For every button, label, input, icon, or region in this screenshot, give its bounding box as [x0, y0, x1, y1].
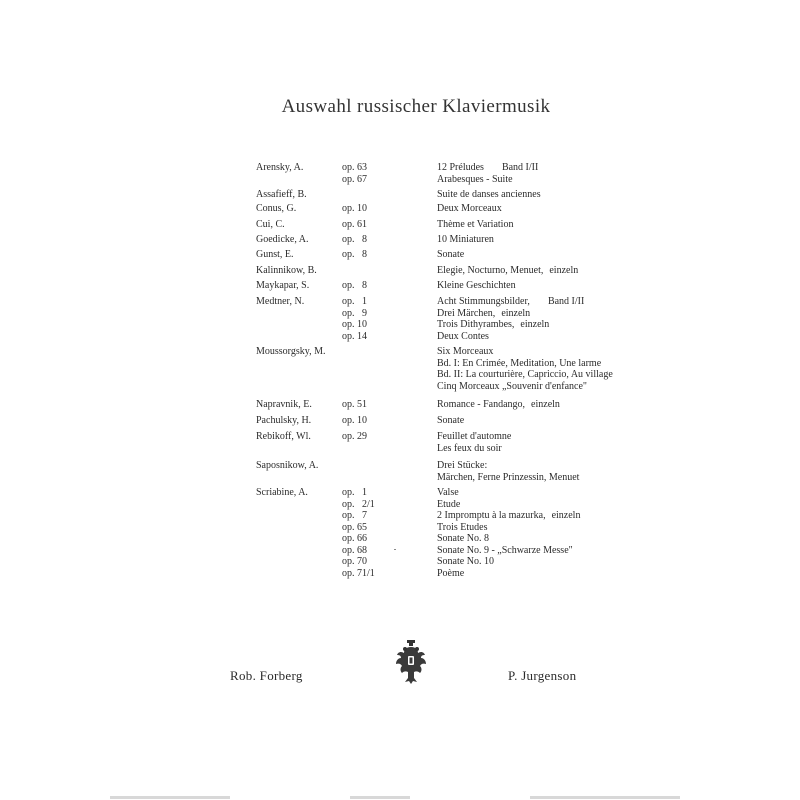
work-title-line — [437, 296, 584, 308]
opus-number: op. 29 — [342, 431, 367, 442]
scan-edge-marks — [110, 796, 700, 800]
works-column — [437, 431, 511, 454]
work-title-line — [437, 162, 538, 174]
work-title: Bd. II: La courturière, Capriccio, Au village — [437, 369, 613, 380]
composer-name: Moussorgsky, M. — [256, 346, 326, 357]
work-title: Drei Märchen, — [437, 307, 496, 319]
work-title-line — [437, 460, 579, 472]
work-title-line — [437, 249, 464, 261]
opus-number: op. 9 — [342, 307, 367, 319]
works-column — [437, 265, 578, 277]
works-column — [437, 460, 579, 483]
work-title: Sonate No. 10 — [437, 556, 494, 567]
works-column — [437, 487, 580, 579]
work-title: Sonate No. 8 — [437, 533, 489, 544]
work-note: einzeln — [520, 319, 550, 330]
opus-number: op. 71/1 — [342, 567, 375, 579]
work-title-line — [437, 399, 560, 411]
work-title-line — [437, 203, 502, 215]
work-title-line — [437, 472, 579, 484]
work-title-line — [437, 499, 580, 511]
works-column — [437, 415, 464, 427]
composer-name: Saposnikow, A. — [256, 460, 319, 471]
opus-column — [342, 203, 367, 215]
work-title: Sonate No. 9 - „Schwarze Messe" — [437, 544, 573, 556]
opus-column — [342, 296, 367, 342]
opus-number: op. 8 — [342, 249, 367, 260]
opus-column — [342, 431, 367, 443]
work-note: Band I/II — [547, 296, 585, 307]
opus-column — [342, 234, 367, 246]
work-title-line — [437, 234, 494, 246]
work-title-line — [437, 174, 538, 186]
composer-name: Medtner, N. — [256, 296, 305, 307]
work-title: Valse — [437, 487, 459, 498]
work-title: Deux Contes — [437, 330, 489, 342]
publisher-left: Rob. Forberg — [230, 668, 303, 683]
opus-number: op. 66 — [342, 533, 367, 544]
print-speck — [394, 549, 396, 550]
opus-number: op. 65 — [342, 521, 367, 533]
work-title: Drei Stücke: — [437, 460, 488, 471]
composer-name: Scriabine, A. — [256, 487, 308, 498]
work-title: Elegie, Nocturno, Menuet, — [437, 265, 544, 276]
work-title: Suite de danses anciennes — [437, 189, 541, 200]
work-title-line — [437, 189, 541, 201]
work-title-line — [437, 331, 584, 343]
page-title: Auswahl russischer Klaviermusik — [281, 96, 551, 117]
opus-number: op. 8 — [342, 280, 367, 291]
opus-number: op. 1 — [342, 487, 367, 498]
work-title-line — [437, 545, 580, 557]
opus-column — [342, 280, 367, 292]
works-column — [437, 203, 502, 215]
work-title-line — [437, 319, 584, 331]
work-title: Arabesques - Suite — [437, 173, 513, 185]
work-note: einzeln — [531, 399, 560, 410]
work-title: Deux Morceaux — [437, 203, 502, 214]
work-title: 12 Préludes — [437, 162, 484, 173]
work-title: 2 Impromptu à la mazurka, — [437, 510, 546, 521]
work-title: Trois Dithyrambes, — [437, 319, 515, 330]
opus-number: op. 67 — [342, 173, 367, 185]
work-title-line — [437, 346, 613, 358]
work-title: Trois Etudes — [437, 521, 488, 533]
work-title: Sonate — [437, 249, 465, 260]
composer-name: Maykapar, S. — [256, 280, 310, 291]
works-column — [437, 249, 464, 261]
works-column — [437, 219, 513, 231]
work-note: einzeln — [501, 307, 531, 319]
work-title: Six Morceaux — [437, 346, 494, 357]
composer-name: Assafieff, B. — [256, 189, 307, 200]
opus-number: op. 14 — [342, 330, 367, 342]
work-title-line — [437, 415, 464, 427]
works-column — [437, 280, 516, 292]
work-title: Cinq Morceaux „Souvenir d'enfance" — [437, 380, 587, 392]
double-headed-eagle-crest-icon — [393, 638, 429, 686]
works-column — [437, 234, 494, 246]
composer-name: Conus, G. — [256, 203, 297, 214]
work-title-line — [437, 381, 613, 393]
opus-number: op. 70 — [342, 556, 367, 567]
work-title-line — [437, 308, 584, 320]
works-column — [437, 399, 560, 411]
opus-number: op. 10 — [342, 415, 367, 426]
work-title-line — [437, 568, 580, 580]
work-title-line — [437, 358, 613, 370]
opus-number: op. 1 — [342, 296, 367, 307]
work-title: Thème et Variation — [437, 219, 514, 230]
work-note: einzeln — [551, 510, 581, 521]
opus-number: op. 68 — [342, 544, 367, 556]
work-title-line — [437, 265, 578, 277]
composer-name: Gunst, E. — [256, 249, 294, 260]
work-title: Etude — [437, 498, 461, 510]
composer-name: Napravnik, E. — [256, 399, 312, 410]
opus-number: op. 10 — [342, 319, 367, 330]
work-title: Feuillet d'automne — [437, 431, 512, 442]
opus-column — [342, 162, 367, 185]
work-title: Bd. I: En Crimée, Meditation, Une larme — [437, 357, 602, 369]
work-title: Poème — [437, 567, 465, 579]
opus-number: op. 61 — [342, 219, 367, 230]
work-title: Acht Stimmungsbilder, — [437, 296, 530, 307]
publisher-right: P. Jurgenson — [508, 668, 577, 683]
work-title: Romance - Fandango, — [437, 399, 526, 410]
opus-column — [342, 249, 367, 261]
work-title-line — [437, 431, 511, 443]
work-note: Band I/II — [501, 162, 539, 173]
work-title: Sonate — [437, 415, 465, 426]
work-title-line — [437, 487, 580, 499]
opus-number: op. 2/1 — [342, 498, 375, 510]
work-title: Märchen, Ferne Prinzessin, Menuet — [437, 471, 580, 483]
composer-name: Rebikoff, Wl. — [256, 431, 311, 442]
work-title: Kleine Geschichten — [437, 280, 516, 291]
opus-column — [342, 487, 375, 579]
work-title-line — [437, 219, 513, 231]
work-title-line — [437, 533, 580, 545]
work-title: Les feux du soir — [437, 442, 502, 454]
composer-name: Kalinnikow, B. — [256, 265, 317, 276]
works-column — [437, 296, 584, 342]
opus-number: op. 51 — [342, 399, 367, 410]
opus-column — [342, 399, 367, 411]
opus-number: op. 8 — [342, 234, 367, 245]
works-column — [437, 189, 541, 201]
work-note: einzeln — [549, 265, 579, 276]
work-title-line — [437, 522, 580, 534]
work-title-line — [437, 280, 516, 292]
composer-name: Pachulsky, H. — [256, 415, 312, 426]
opus-column — [342, 415, 367, 427]
work-title: 10 Miniaturen — [437, 234, 494, 245]
opus-number: op. 7 — [342, 510, 367, 521]
opus-column — [342, 219, 367, 231]
opus-number: op. 10 — [342, 203, 367, 214]
work-title-line — [437, 556, 580, 568]
works-column — [437, 346, 613, 392]
work-title-line — [437, 510, 580, 522]
works-column — [437, 162, 538, 185]
work-title-line — [437, 443, 511, 455]
composer-name: Goedicke, A. — [256, 234, 309, 245]
opus-number: op. 63 — [342, 162, 367, 173]
composer-name: Cui, C. — [256, 219, 285, 230]
composer-name: Arensky, A. — [256, 162, 304, 173]
work-title-line — [437, 369, 613, 381]
